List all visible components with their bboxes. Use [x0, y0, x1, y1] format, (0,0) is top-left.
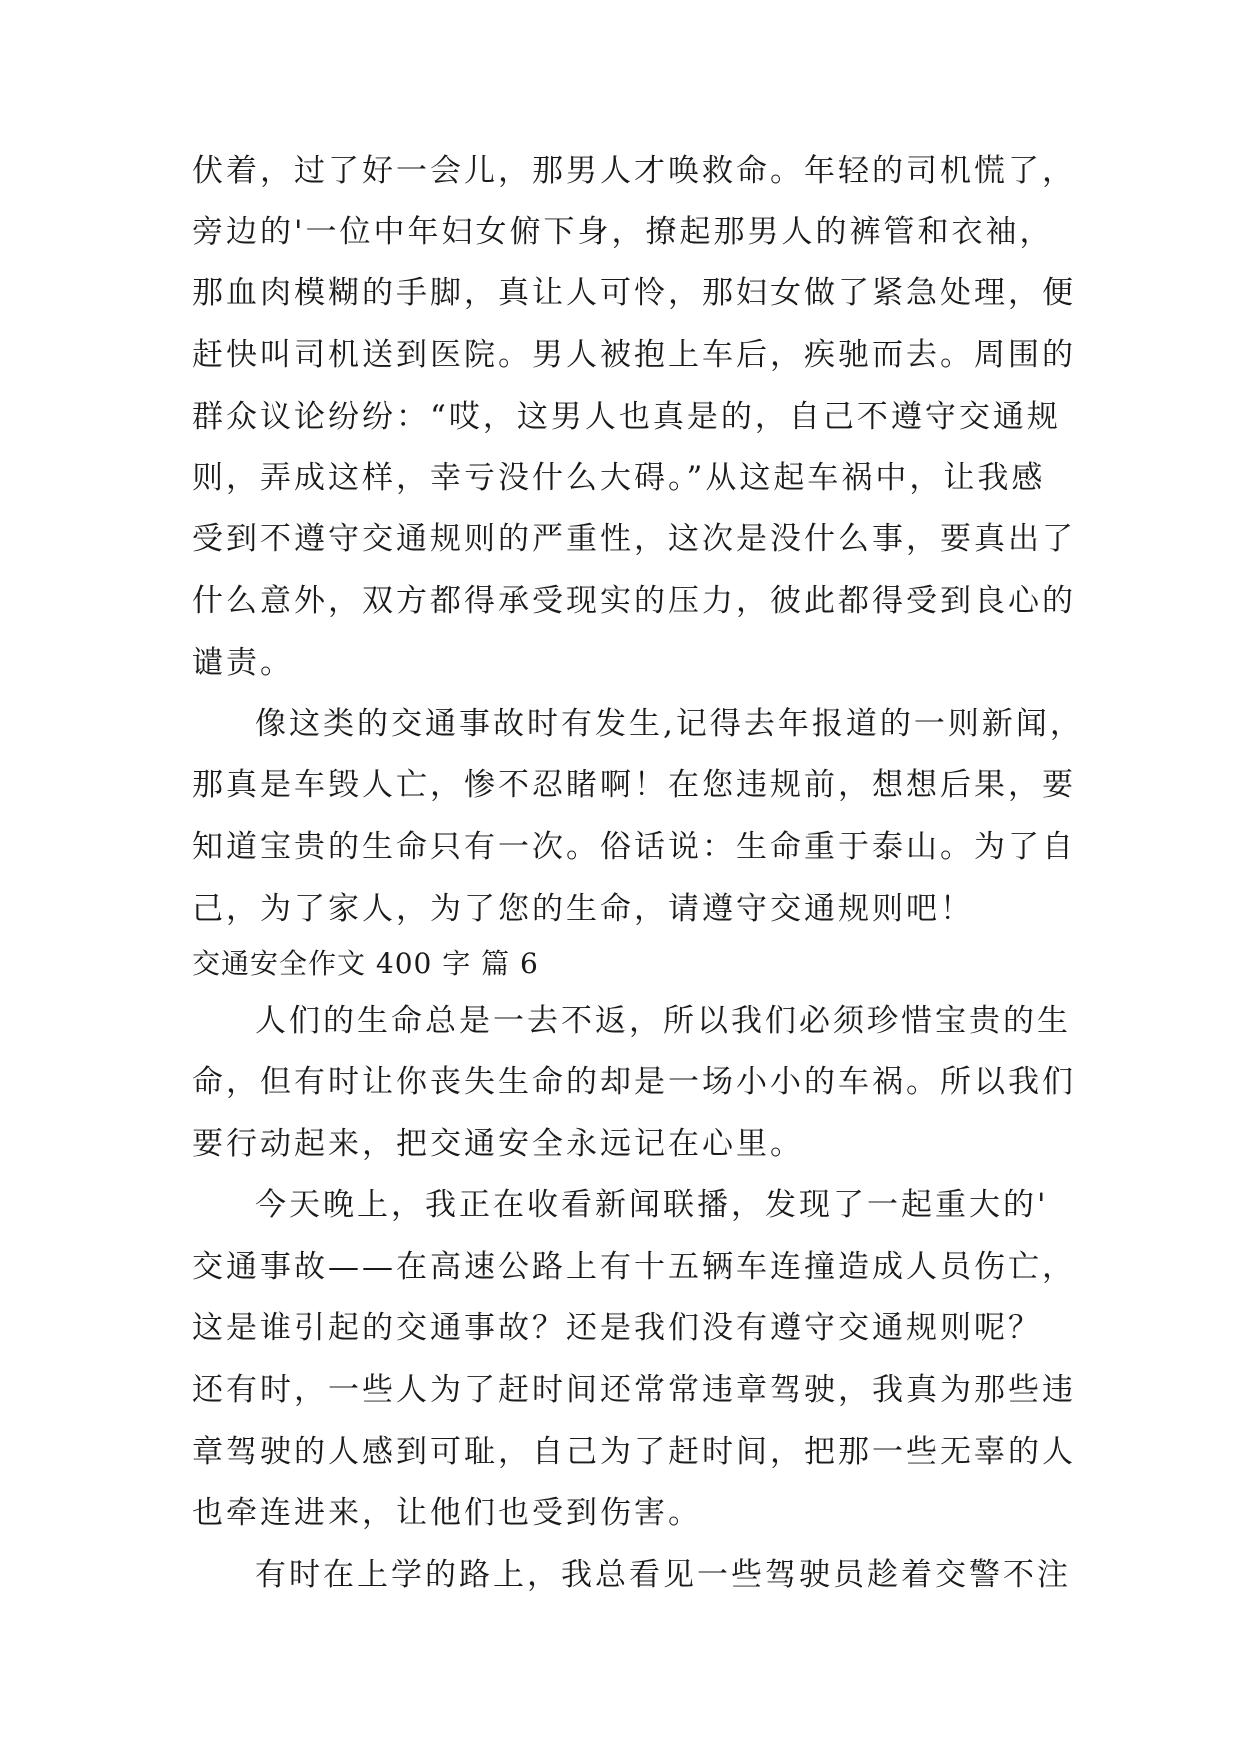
paragraph-first-line: 今天晚上，我正在收看新闻联播，发现了一起重大的' — [255, 1187, 1049, 1223]
text-line: 赶快叫司机送到医院。男人被抱上车后，疾驰而去。周围的 — [192, 337, 1076, 373]
text-line: 那真是车毁人亡，惨不忍睹啊！在您违规前，想想后果，要 — [192, 767, 1076, 803]
paragraph-first-line: 有时在上学的路上，我总看见一些驾驶员趁着交警不注 — [255, 1557, 1071, 1593]
text-line: 伏着，过了好一会儿，那男人才唤救命。年轻的司机慌了， — [192, 153, 1076, 189]
text-line: 群众议论纷纷：“哎，这男人也真是的，自己不遵守交通规 — [192, 399, 1061, 435]
text-line: 知道宝贵的生命只有一次。俗话说：生命重于泰山。为了自 — [192, 829, 1076, 865]
text-line: 章驾驶的人感到可耻，自己为了赶时间，把那一些无辜的人 — [192, 1434, 1076, 1470]
paragraph-first-line: 像这类的交通事故时有发生,记得去年报道的一则新闻， — [255, 706, 1084, 742]
text-line: 这是谁引起的交通事故？还是我们没有遵守交通规则呢？ — [192, 1310, 1042, 1346]
text-line: 旁边的'一位中年妇女俯下身，撩起那男人的裤管和衣袖， — [192, 214, 1054, 250]
text-line: 受到不遵守交通规则的严重性，这次是没什么事，要真出了 — [192, 521, 1076, 557]
text-line: 命，但有时让你丧失生命的却是一场小小的车祸。所以我们 — [192, 1064, 1076, 1100]
text-line: 那血肉模糊的手脚，真让人可怜，那妇女做了紧急处理，便 — [192, 275, 1076, 311]
section-heading: 交通安全作文 400 字 篇 6 — [192, 947, 539, 980]
text-line: 则，弄成这样，幸亏没什么大碍。”从这起车祸中，让我感 — [192, 460, 1046, 496]
paragraph-first-line: 人们的生命总是一去不返，所以我们必须珍惜宝贵的生 — [255, 1003, 1071, 1039]
text-line: 什么意外，双方都得承受现实的压力，彼此都得受到良心的 — [192, 583, 1076, 619]
text-line: 也牵连进来，让他们也受到伤害。 — [192, 1495, 702, 1531]
text-line: 谴责。 — [192, 645, 294, 681]
text-line: 还有时，一些人为了赶时间还常常违章驾驶，我真为那些违 — [192, 1372, 1076, 1408]
text-line: 交通事故——在高速公路上有十五辆车连撞造成人员伤亡， — [192, 1249, 1076, 1285]
text-line: 要行动起来，把交通安全永远记在心里。 — [192, 1126, 804, 1162]
text-line: 己，为了家人，为了您的生命，请遵守交通规则吧！ — [192, 891, 974, 927]
